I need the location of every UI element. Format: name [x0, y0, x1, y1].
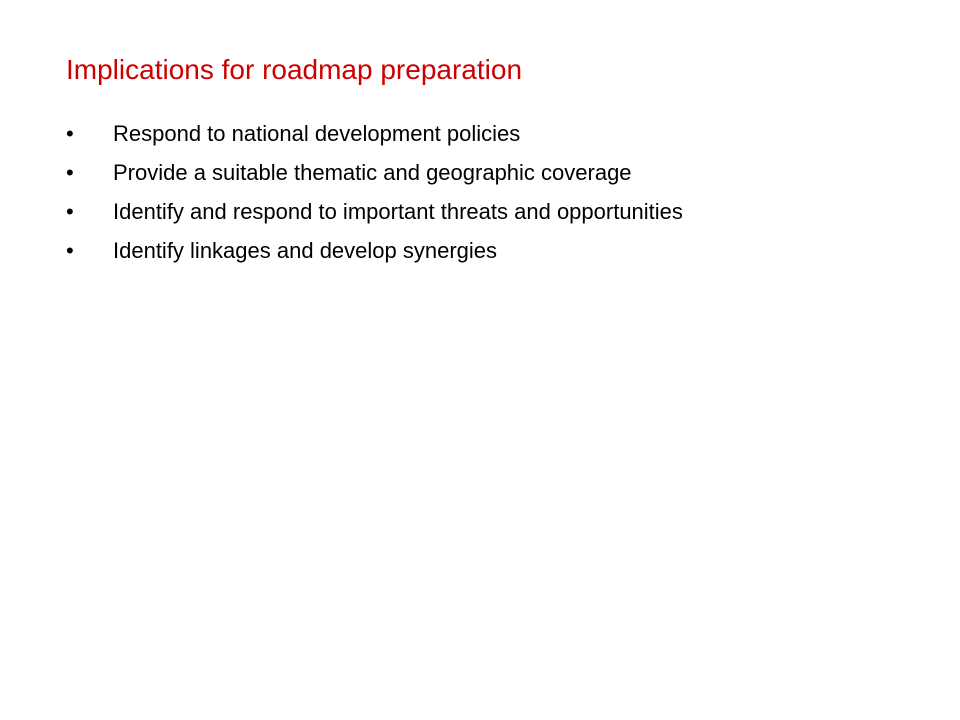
bullet-list	[66, 117, 683, 273]
bullet-icon: •	[66, 199, 74, 224]
bullet-text: Provide a suitable thematic and geographic coverage	[113, 160, 632, 185]
bullet-text: Respond to national development policies	[113, 121, 521, 146]
bullet-icon: •	[66, 160, 74, 185]
bullet-icon: •	[66, 121, 74, 146]
slide-title: Implications for roadmap preparation	[66, 54, 523, 85]
bullet-item	[66, 234, 683, 273]
bullet-item	[66, 117, 683, 156]
bullet-item	[66, 195, 683, 234]
bullet-icon: •	[66, 238, 74, 263]
bullet-text: Identify linkages and develop synergies	[113, 238, 498, 263]
bullet-text: Identify and respond to important threats and opportunities	[113, 199, 683, 224]
bullet-item	[66, 156, 683, 195]
